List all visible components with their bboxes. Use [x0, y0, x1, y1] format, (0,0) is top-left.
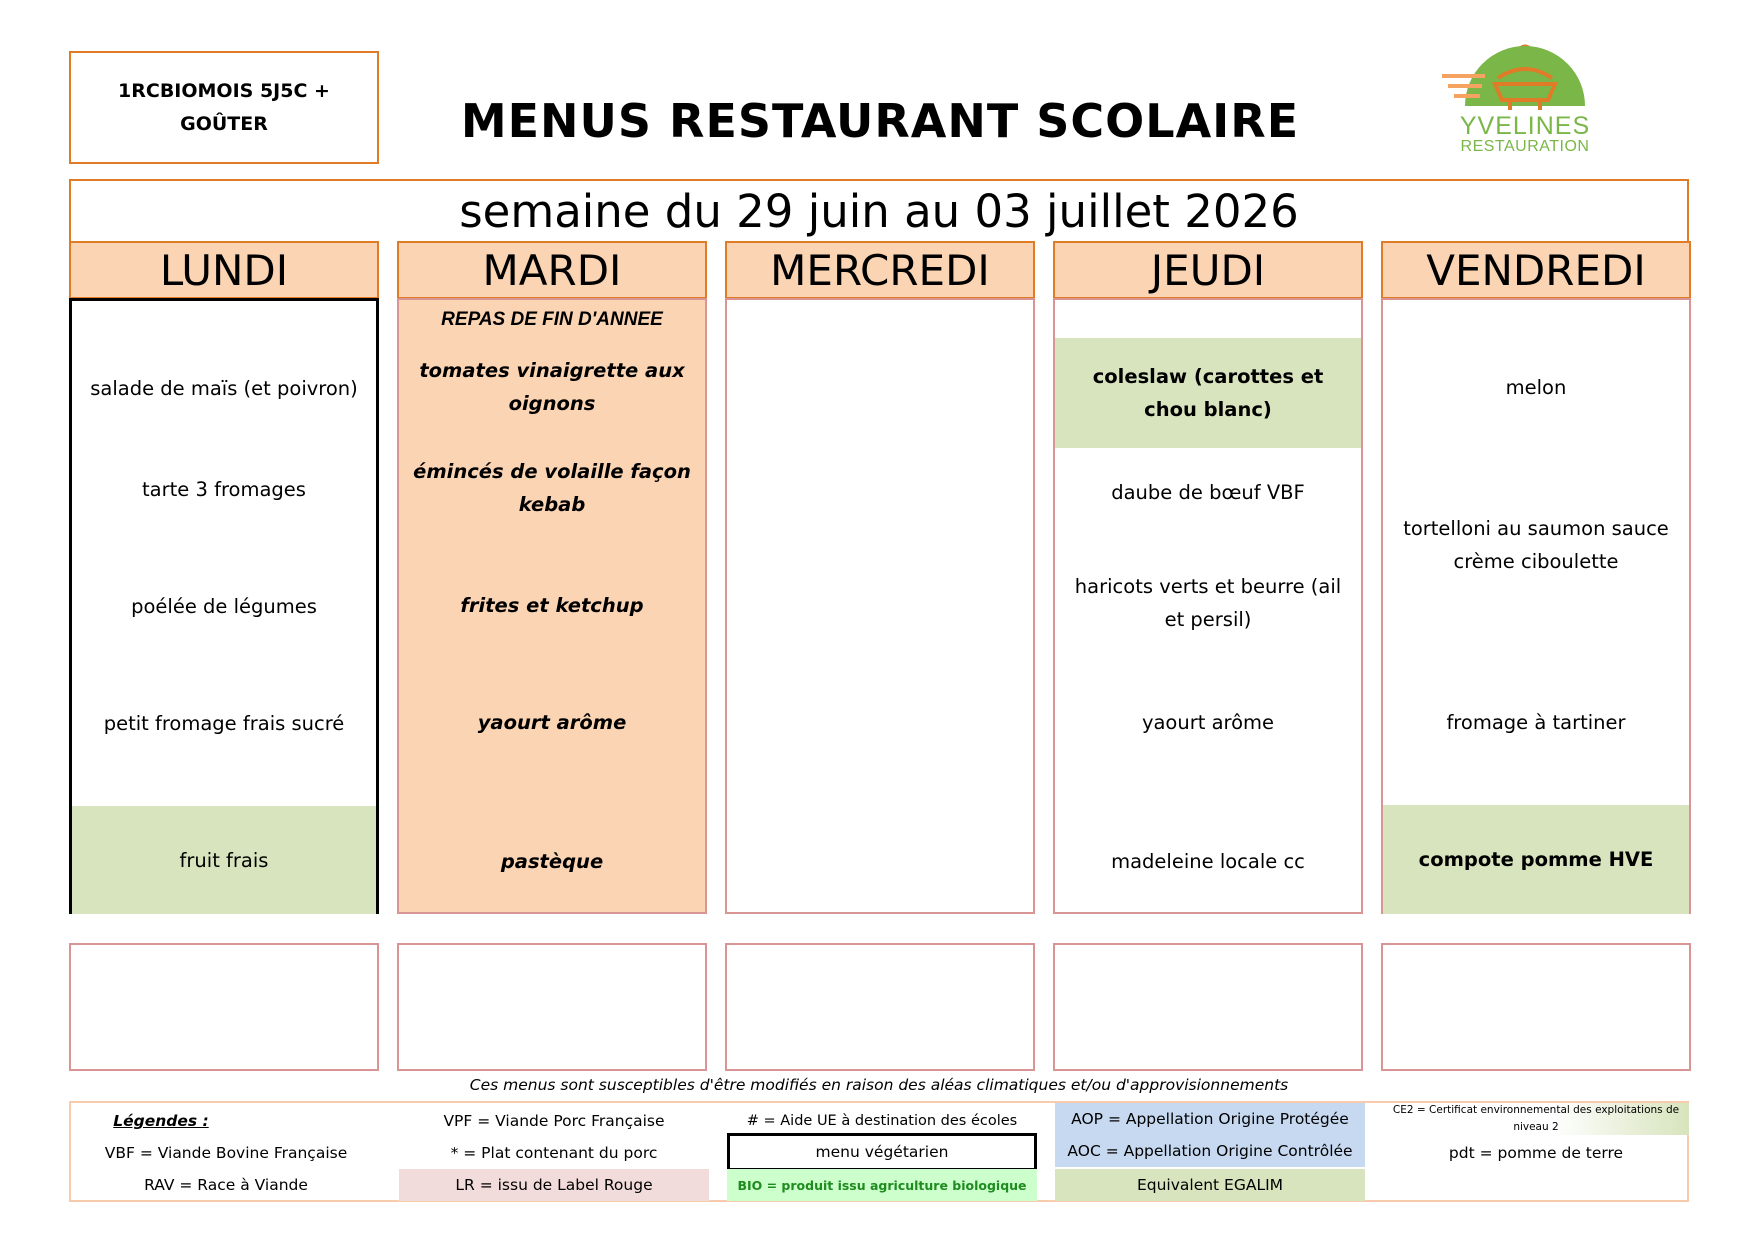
legend-aop: AOP = Appellation Origine Protégée — [1055, 1103, 1365, 1135]
legend-ue: # = Aide UE à destination des écoles — [746, 1113, 1018, 1129]
menu-item: haricots verts et beurre (ail et persil) — [1074, 575, 1342, 631]
extra-box-mercredi — [725, 943, 1035, 1071]
legend-pdt: pdt = pomme de terre — [1448, 1144, 1624, 1162]
menu-item: madeleine locale cc — [1111, 849, 1305, 873]
menu-code: 1RCBIOMOIS 5J5C + GOÛTER — [118, 79, 330, 135]
legend-box — [69, 1101, 1689, 1202]
day-column-vendredi — [1381, 298, 1691, 914]
day-header-lundi: LUNDI — [69, 241, 379, 299]
legend-egalim: Equivalent EGALIM — [1055, 1169, 1365, 1201]
menu-item: tomates vinaigrette aux oignons — [419, 359, 685, 415]
week-title: semaine du 29 juin au 03 juillet 2026 — [69, 179, 1689, 242]
day-column-mardi — [397, 298, 707, 914]
menu-item: fruit frais — [72, 806, 376, 914]
legend-ce2: CE2 = Certificat environnemental des exploitations de niveau 2 — [1383, 1103, 1689, 1135]
menu-item: coleslaw (carottes et chou blanc) — [1055, 338, 1361, 448]
day-header-mardi: MARDI — [397, 241, 707, 299]
menu-item: melon — [1505, 375, 1567, 399]
menu-item: poélée de légumes — [131, 594, 317, 618]
disclaimer-notice: Ces menus sont susceptibles d'être modifiés en raison des aléas climatiques et/ou d'approvisionnements — [469, 1076, 1289, 1094]
page-title: MENUS RESTAURANT SCOLAIRE — [460, 94, 1300, 148]
menu-item: frites et ketchup — [460, 593, 644, 617]
day-header-mercredi: MERCREDI — [725, 241, 1035, 299]
menu-banner: REPAS DE FIN D'ANNEE — [441, 308, 663, 330]
logo-text-restauration: RESTAURATION — [1460, 138, 1590, 155]
menu-item: pastèque — [500, 849, 604, 873]
legend-vbf: VBF = Viande Bovine Française — [104, 1144, 348, 1162]
logo-text-yvelines: YVELINES — [1459, 112, 1591, 140]
day-column-lundi — [69, 298, 379, 914]
day-header-jeudi: JEUDI — [1053, 241, 1363, 299]
extra-box-lundi — [69, 943, 379, 1071]
day-header-vendredi: VENDREDI — [1381, 241, 1691, 299]
legend-vpf: VPF = Viande Porc Française — [443, 1112, 665, 1130]
legend-bio: BIO = produit issu agriculture biologique — [727, 1169, 1037, 1201]
legend-lr: LR = issu de Label Rouge — [399, 1169, 709, 1201]
menu-code-box — [69, 51, 379, 164]
legend-aoc: AOC = Appellation Origine Contrôlée — [1055, 1135, 1365, 1167]
menu-item: yaourt arôme — [477, 710, 627, 734]
extra-box-vendredi — [1381, 943, 1691, 1071]
legend-rav: RAV = Race à Viande — [144, 1176, 308, 1194]
day-column-jeudi — [1053, 298, 1363, 914]
day-column-mercredi — [725, 298, 1035, 914]
legend-porc: * = Plat contenant du porc — [450, 1144, 658, 1162]
menu-item: émincés de volaille façon kebab — [413, 460, 691, 516]
menu-item: compote pomme HVE — [1383, 805, 1689, 914]
menu-item: fromage à tartiner — [1446, 710, 1626, 734]
menu-item: yaourt arôme — [1141, 710, 1275, 734]
extra-box-mardi — [397, 943, 707, 1071]
menu-item: petit fromage frais sucré — [103, 711, 345, 735]
legend-title: Légendes : — [113, 1112, 209, 1130]
menu-item: tortelloni au saumon sauce crème ciboulette — [1403, 517, 1669, 573]
menu-item: daube de bœuf VBF — [1111, 480, 1305, 504]
extra-box-jeudi — [1053, 943, 1363, 1071]
menu-item: salade de maïs (et poivron) — [90, 376, 358, 400]
menu-item: tarte 3 fromages — [142, 477, 306, 501]
yvelines-logo — [1440, 44, 1610, 159]
legend-vegetarien: menu végétarien — [727, 1133, 1037, 1171]
